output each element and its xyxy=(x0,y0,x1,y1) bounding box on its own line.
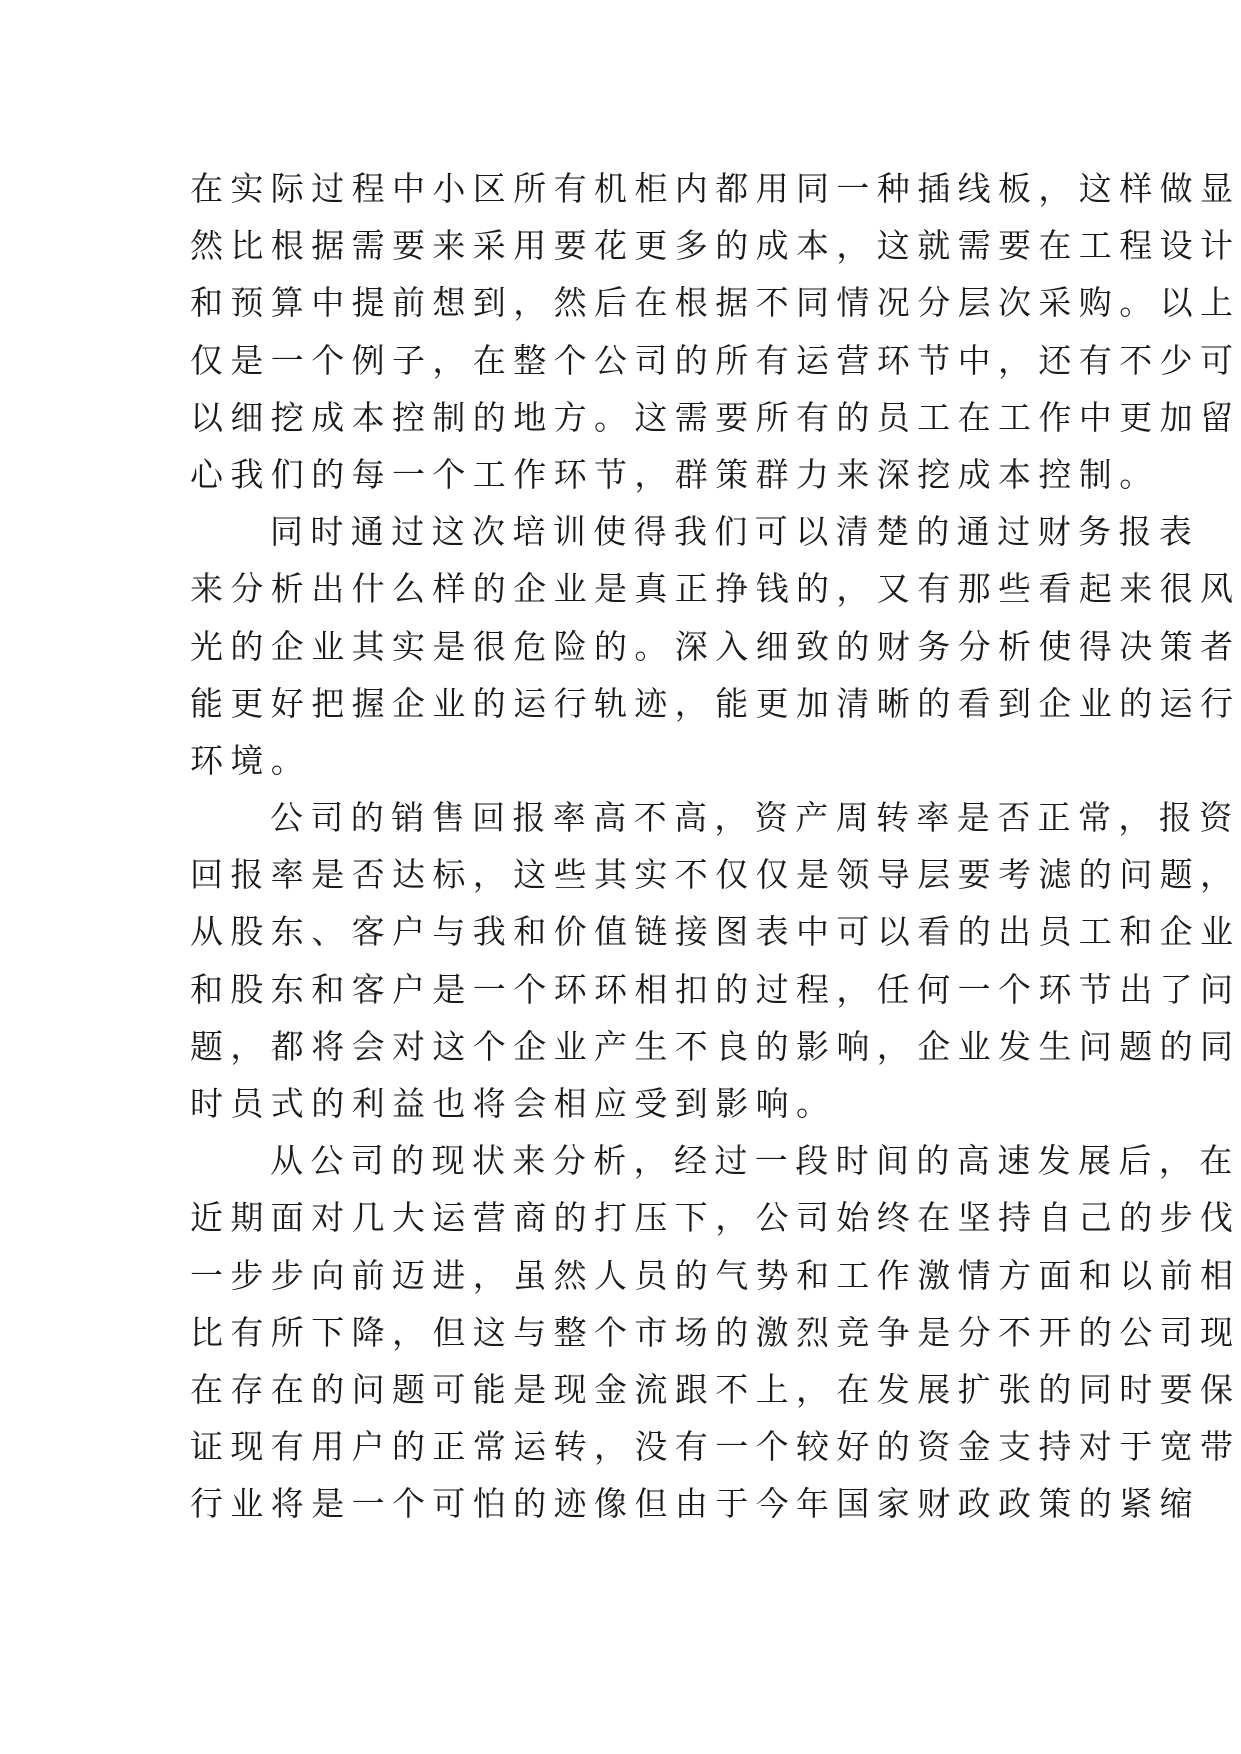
text-line: 和预算中提前想到，然后在根据不同情况分层次采购。以上 xyxy=(190,283,1241,323)
paragraph-company-status xyxy=(190,1132,1241,1532)
text-line: 证现有用户的正常运转，没有一个较好的资金支持对于宽带 xyxy=(190,1427,1241,1467)
text-line: 能更好把握企业的运行轨迹，能更加清晰的看到企业的运行 xyxy=(190,683,1241,723)
paragraph-cost-control xyxy=(190,160,1241,503)
text-line: 近期面对几大运营商的打压下，公司始终在坚持自己的步伐 xyxy=(190,1198,1241,1238)
text-line: 在实际过程中小区所有机柜内都用同一种插线板，这样做显 xyxy=(190,169,1241,208)
text-line: 环境。 xyxy=(190,740,312,780)
text-line: 同时通过这次培训使得我们可以清楚的通过财务报表 xyxy=(270,512,1200,552)
text-line: 行业将是一个可怕的迹像但由于今年国家财政政策的紧缩 xyxy=(190,1484,1200,1524)
text-line: 从公司的现状来分析，经过一段时间的高速发展后，在 xyxy=(270,1141,1240,1181)
text-line: 在存在的问题可能是现金流跟不上，在发展扩张的同时要保 xyxy=(190,1369,1241,1409)
paragraph-return-rates xyxy=(190,789,1241,1132)
text-line: 仅是一个例子，在整个公司的所有运营环节中，还有不少可 xyxy=(190,340,1241,380)
text-line: 从股东、客户与我和价值链接图表中可以看的出员工和企业 xyxy=(190,912,1241,952)
text-line: 一步步向前迈进，虽然人员的气势和工作激情方面和以前相 xyxy=(190,1255,1241,1295)
text-line: 心我们的每一个工作环节，群策群力来深挖成本控制。 xyxy=(190,454,1160,494)
text-line: 光的企业其实是很危险的。深入细致的财务分析使得决策者 xyxy=(190,626,1241,666)
text-line: 来分析出什么样的企业是真正挣钱的，又有那些看起来很风 xyxy=(190,569,1241,609)
text-line: 比有所下降，但这与整个市场的激烈竞争是分不开的公司现 xyxy=(190,1312,1241,1352)
paragraph-financial-analysis xyxy=(190,503,1241,789)
text-line: 以细挖成本控制的地方。这需要所有的员工在工作中更加留 xyxy=(190,397,1241,437)
document-body xyxy=(190,160,1241,1533)
text-line: 和股东和客户是一个环环相扣的过程，任何一个环节出了问 xyxy=(190,969,1241,1009)
text-line: 时员式的利益也将会相应受到影响。 xyxy=(190,1084,837,1123)
text-line: 回报率是否达标，这些其实不仅仅是领导层要考滤的问题， xyxy=(190,855,1241,895)
text-line: 公司的销售回报率高不高，资产周转率是否正常，报资 xyxy=(270,798,1240,838)
text-line: 然比根据需要来采用要花更多的成本，这就需要在工程设计 xyxy=(190,226,1241,266)
text-line: 题，都将会对这个企业产生不良的影响，企业发生问题的同 xyxy=(190,1026,1241,1066)
